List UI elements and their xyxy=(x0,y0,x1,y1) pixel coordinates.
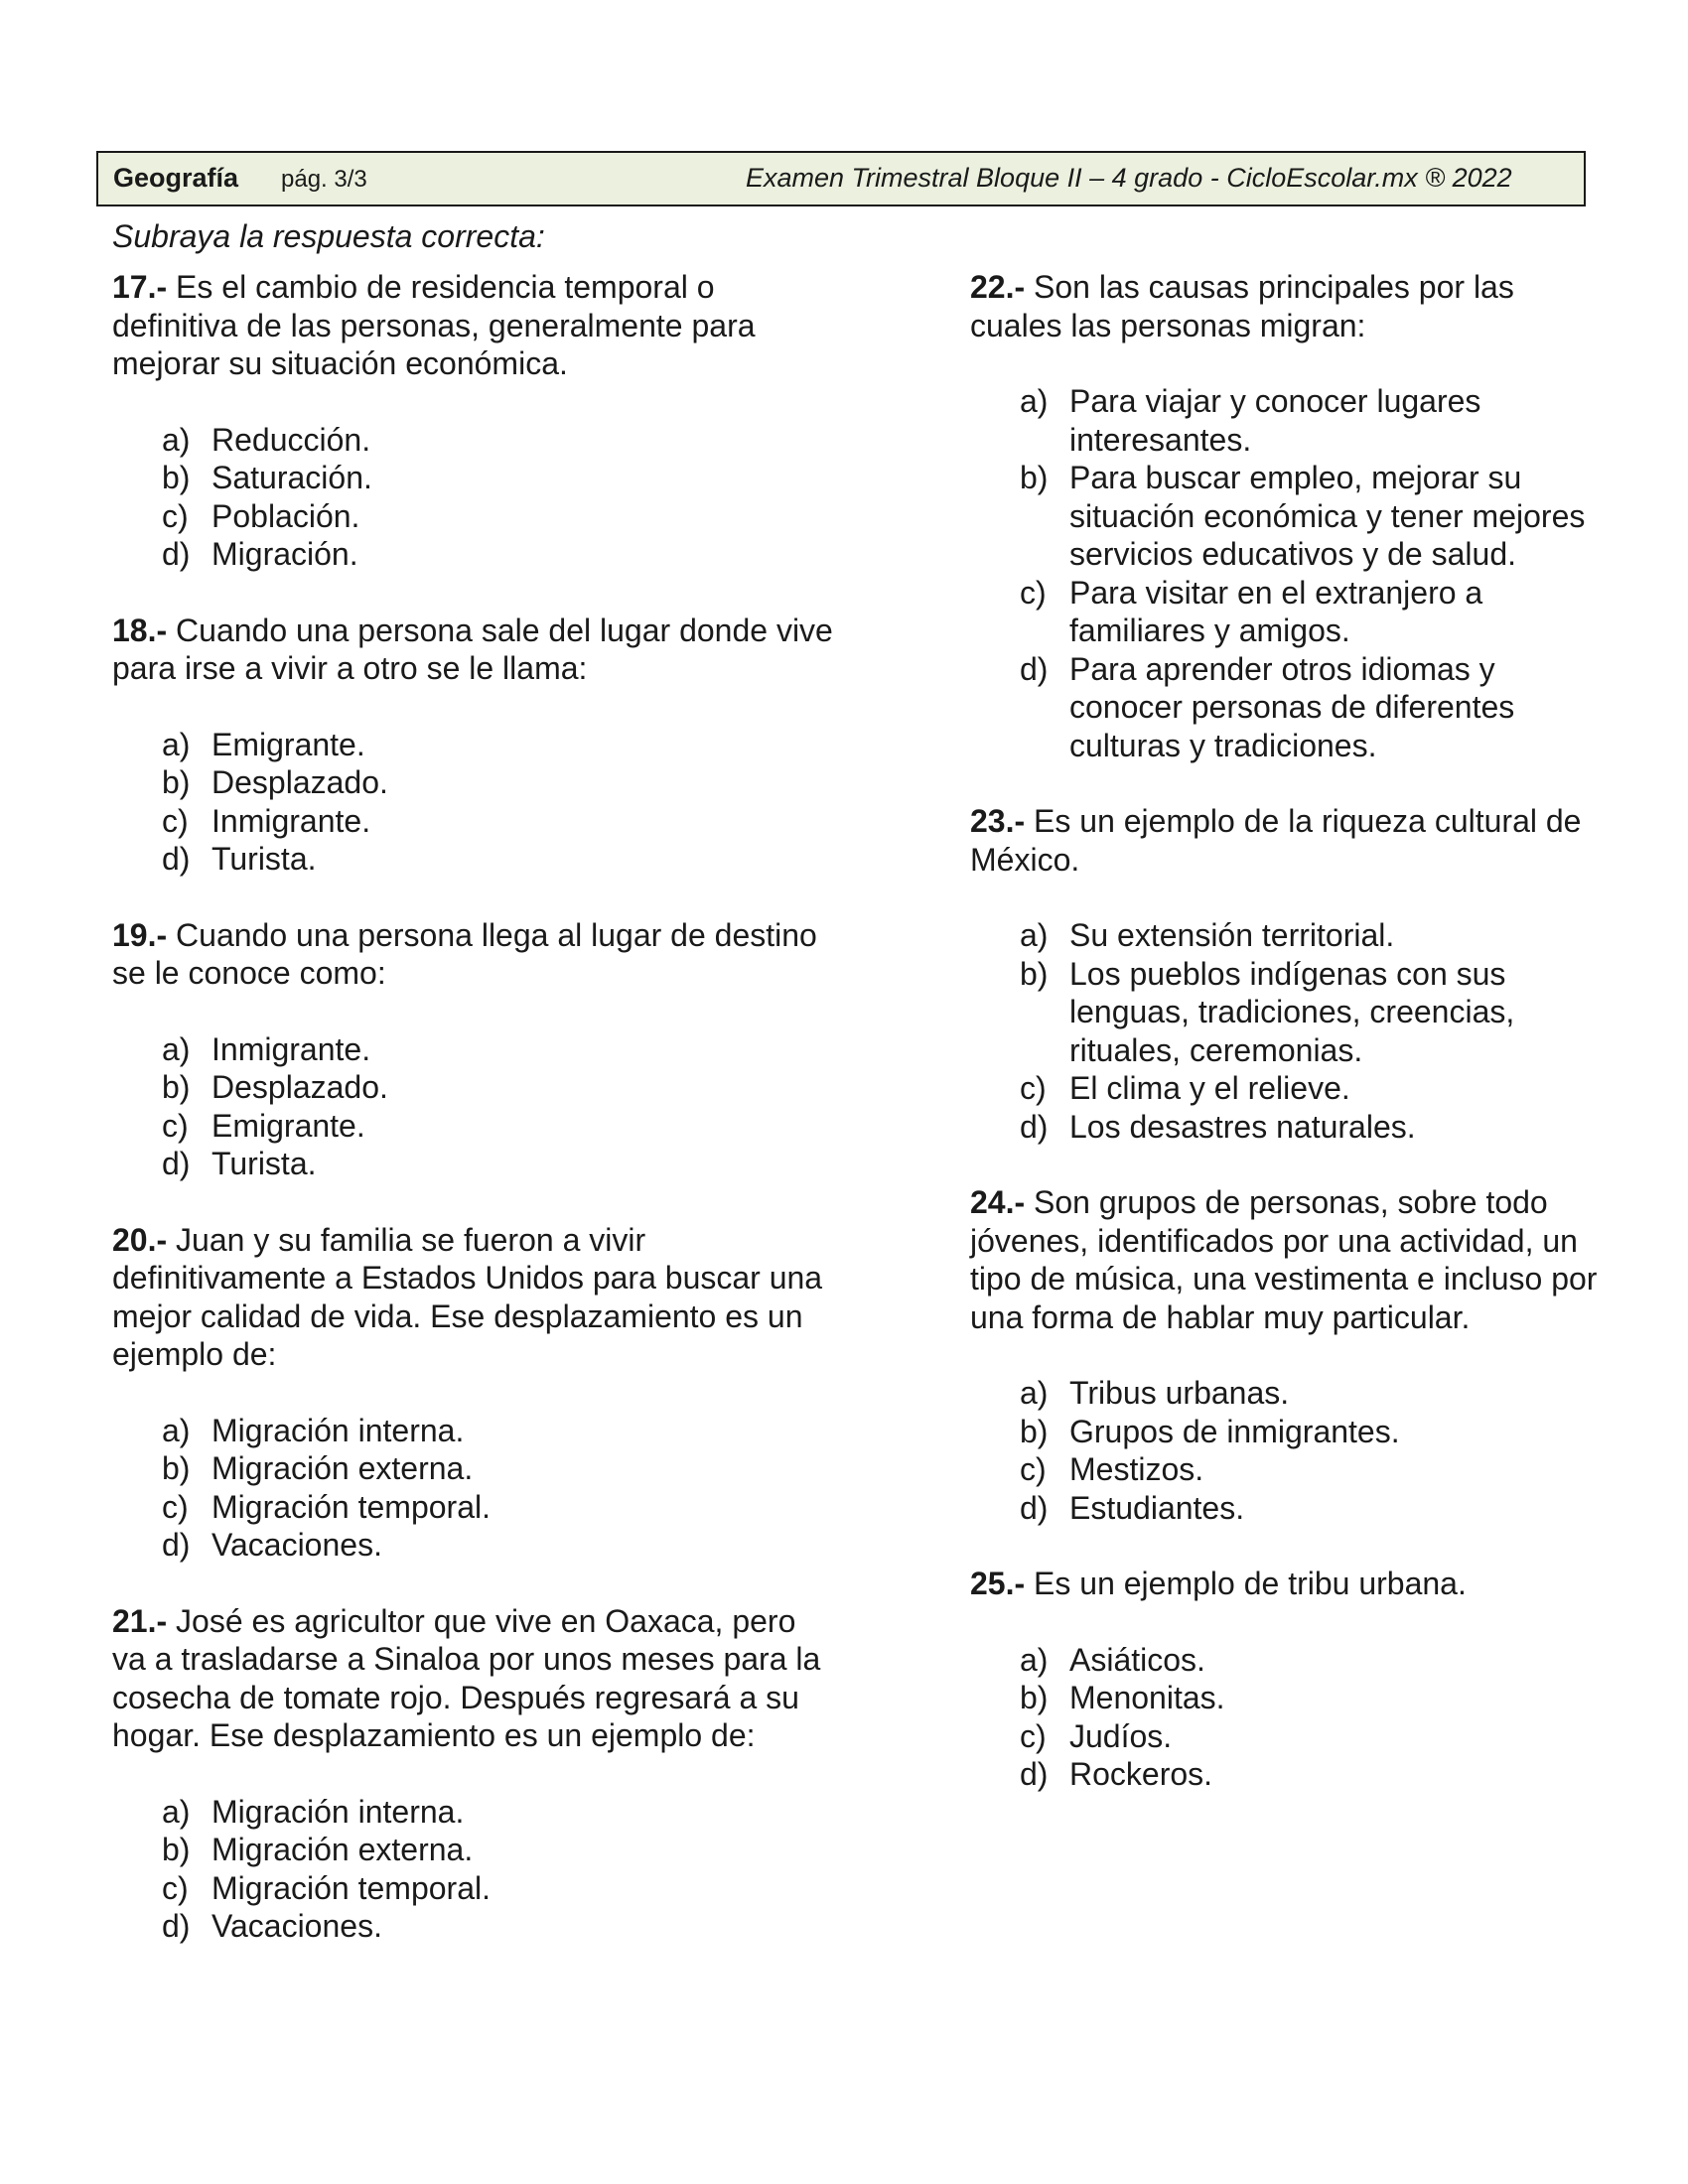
option-d[interactable] xyxy=(112,535,837,574)
exam-header xyxy=(96,151,1586,206)
option-letter: a) xyxy=(162,421,191,458)
question-text: Es el cambio de residencia temporal o definitiva de las personas, generalmente para mejorar su situación económica. xyxy=(112,269,756,381)
option-text: Rockeros. xyxy=(1069,1756,1213,1792)
option-a[interactable] xyxy=(970,1374,1606,1413)
question-text: Son grupos de personas, sobre todo jóvenes, identificados por una actividad, un tipo de música, una vestimenta e incluso por una forma de hablar muy particular. xyxy=(970,1184,1598,1335)
option-d[interactable] xyxy=(970,1755,1606,1794)
option-letter: c) xyxy=(1020,1070,1047,1106)
option-text: Turista. xyxy=(211,841,317,877)
option-text: Grupos de inmigrantes. xyxy=(1069,1413,1400,1449)
option-text: Desplazado. xyxy=(211,764,388,800)
option-text: Migración temporal. xyxy=(211,1869,491,1906)
option-letter: b) xyxy=(1020,955,1049,992)
option-text: Migración externa. xyxy=(211,1832,474,1867)
option-d[interactable] xyxy=(970,650,1606,765)
option-letter: a) xyxy=(1020,383,1049,419)
question-number: 18.- xyxy=(112,612,168,648)
option-d[interactable] xyxy=(112,1907,837,1946)
option-b[interactable] xyxy=(970,459,1606,574)
option-d[interactable] xyxy=(112,1526,837,1565)
option-a[interactable] xyxy=(970,1641,1606,1680)
option-d[interactable] xyxy=(970,1489,1606,1528)
option-d[interactable] xyxy=(112,840,837,879)
option-b[interactable] xyxy=(112,1449,837,1488)
question-text: Es un ejemplo de la riqueza cultural de México. xyxy=(970,803,1582,878)
option-text: Reducción. xyxy=(211,421,371,458)
option-text: Los pueblos indígenas con sus lenguas, tradiciones, creencias, rituales, ceremonias. xyxy=(1069,955,1515,1068)
option-text: Saturación. xyxy=(211,460,372,495)
option-text: Para visitar en el extranjero a familiares y amigos. xyxy=(1069,574,1483,648)
option-letter: c) xyxy=(162,497,189,534)
option-text: Asiáticos. xyxy=(1069,1641,1205,1678)
question-number: 24.- xyxy=(970,1184,1026,1220)
question-prompt xyxy=(112,1221,837,1374)
option-a[interactable] xyxy=(112,1412,837,1450)
option-letter: b) xyxy=(162,1069,191,1105)
right-column xyxy=(970,268,1606,1832)
option-text: Estudiantes. xyxy=(1069,1489,1245,1526)
option-text: Los desastres naturales. xyxy=(1069,1108,1416,1145)
option-d[interactable] xyxy=(112,1145,837,1183)
option-letter: b) xyxy=(1020,460,1049,495)
question-text: Son las causas principales por las cuales las personas migran: xyxy=(970,269,1514,343)
option-letter: a) xyxy=(1020,1641,1049,1678)
option-text: Vacaciones. xyxy=(211,1908,382,1944)
options-list xyxy=(970,1374,1606,1527)
option-letter: d) xyxy=(162,841,191,877)
option-text: Su extensión territorial. xyxy=(1069,917,1395,953)
question-prompt xyxy=(970,1565,1606,1603)
option-c[interactable] xyxy=(970,1450,1606,1489)
option-c[interactable] xyxy=(112,1488,837,1527)
option-c[interactable] xyxy=(970,1069,1606,1108)
option-text: Emigrante. xyxy=(211,1107,365,1144)
option-letter: c) xyxy=(1020,1451,1047,1487)
option-b[interactable] xyxy=(112,763,837,802)
option-c[interactable] xyxy=(970,1717,1606,1756)
option-letter: b) xyxy=(162,1832,191,1867)
option-text: Para aprender otros idiomas y conocer personas de diferentes culturas y tradiciones. xyxy=(1069,650,1515,763)
question-21 xyxy=(112,1602,837,1946)
question-17 xyxy=(112,268,837,574)
question-prompt xyxy=(112,1602,837,1755)
option-b[interactable] xyxy=(112,1831,837,1869)
option-letter: b) xyxy=(162,1450,191,1486)
option-text: Inmigrante. xyxy=(211,1030,371,1067)
option-text: Emigrante. xyxy=(211,726,365,762)
option-text: Tribus urbanas. xyxy=(1069,1375,1290,1411)
question-number: 23.- xyxy=(970,803,1026,839)
question-prompt xyxy=(112,268,837,383)
question-number: 17.- xyxy=(112,269,168,305)
option-text: Para viajar y conocer lugares interesantes. xyxy=(1069,383,1481,458)
option-a[interactable] xyxy=(112,1030,837,1069)
question-text: Es un ejemplo de tribu urbana. xyxy=(1025,1566,1467,1601)
option-text: Desplazado. xyxy=(211,1069,388,1105)
option-a[interactable] xyxy=(970,382,1606,459)
option-letter: a) xyxy=(162,1793,191,1830)
option-letter: d) xyxy=(1020,1756,1049,1792)
option-letter: a) xyxy=(1020,1375,1049,1411)
question-number: 20.- xyxy=(112,1221,168,1258)
option-letter: c) xyxy=(162,802,189,839)
option-letter: d) xyxy=(162,536,191,572)
option-letter: d) xyxy=(1020,650,1049,687)
option-b[interactable] xyxy=(970,955,1606,1070)
option-a[interactable] xyxy=(112,1793,837,1832)
options-list xyxy=(112,1030,837,1183)
option-text: Para buscar empleo, mejorar su situación económica y tener mejores servicios educativos y de salud. xyxy=(1069,460,1586,572)
option-letter: b) xyxy=(1020,1680,1049,1715)
option-letter: c) xyxy=(1020,1717,1047,1754)
question-prompt xyxy=(970,802,1606,879)
option-text: Inmigrante. xyxy=(211,802,371,839)
option-letter: d) xyxy=(1020,1489,1049,1526)
option-a[interactable] xyxy=(970,916,1606,955)
option-letter: b) xyxy=(1020,1413,1049,1449)
question-19 xyxy=(112,916,837,1183)
question-number: 21.- xyxy=(112,1602,168,1639)
left-column xyxy=(112,268,837,1983)
option-c[interactable] xyxy=(112,802,837,841)
question-prompt xyxy=(112,612,837,688)
option-letter: a) xyxy=(162,726,191,762)
option-text: El clima y el relieve. xyxy=(1069,1070,1350,1106)
option-c[interactable] xyxy=(112,1869,837,1908)
question-23 xyxy=(970,802,1606,1146)
options-list xyxy=(112,1412,837,1565)
option-text: Migración. xyxy=(211,536,358,572)
option-letter: c) xyxy=(1020,574,1047,611)
question-20 xyxy=(112,1221,837,1565)
option-letter: d) xyxy=(162,1527,191,1563)
option-letter: a) xyxy=(162,1030,191,1067)
question-text: Cuando una persona llega al lugar de destino se le conoce como: xyxy=(112,916,817,991)
option-b[interactable] xyxy=(970,1413,1606,1451)
option-letter: b) xyxy=(162,764,191,800)
question-number: 22.- xyxy=(970,269,1026,305)
question-prompt xyxy=(970,1183,1606,1336)
option-letter: c) xyxy=(162,1869,189,1906)
option-text: Migración externa. xyxy=(211,1450,474,1486)
question-prompt xyxy=(970,268,1606,344)
options-list xyxy=(970,916,1606,1146)
option-a[interactable] xyxy=(112,421,837,460)
option-letter: a) xyxy=(162,1412,191,1448)
option-b[interactable] xyxy=(112,459,837,497)
option-text: Migración temporal. xyxy=(211,1488,491,1525)
option-text: Vacaciones. xyxy=(211,1527,382,1563)
option-text: Migración interna. xyxy=(211,1793,465,1830)
option-c[interactable] xyxy=(112,1107,837,1146)
option-c[interactable] xyxy=(112,497,837,536)
question-25 xyxy=(970,1565,1606,1794)
options-list xyxy=(970,382,1606,764)
question-text: Cuando una persona sale del lugar donde vive para irse a vivir a otro se le llama: xyxy=(112,612,833,686)
question-prompt xyxy=(112,916,837,993)
option-text: Turista. xyxy=(211,1146,317,1181)
option-text: Judíos. xyxy=(1069,1717,1173,1754)
option-letter: d) xyxy=(162,1146,191,1181)
question-text: Juan y su familia se fueron a vivir definitivamente a Estados Unidos para buscar una mejor calidad de vida. Ese desplazamiento es un ejemplo de: xyxy=(112,1221,823,1372)
option-d[interactable] xyxy=(970,1108,1606,1147)
option-letter: d) xyxy=(162,1908,191,1944)
option-a[interactable] xyxy=(112,726,837,764)
question-text: José es agricultor que vive en Oaxaca, pero va a trasladarse a Sinaloa por unos meses para la cosecha de tomate rojo. Después regresará a su hogar. Ese desplazamiento es un ejemplo de: xyxy=(112,1602,821,1753)
option-text: Mestizos. xyxy=(1069,1451,1204,1487)
option-letter: c) xyxy=(162,1107,189,1144)
page-number: pág. 3/3 xyxy=(281,166,367,193)
options-list xyxy=(112,1793,837,1946)
option-text: Migración interna. xyxy=(211,1412,465,1448)
option-b[interactable] xyxy=(970,1679,1606,1717)
question-24 xyxy=(970,1183,1606,1527)
option-letter: c) xyxy=(162,1488,189,1525)
instruction-text: Subraya la respuesta correcta: xyxy=(112,218,545,254)
question-number: 25.- xyxy=(970,1566,1026,1601)
question-18 xyxy=(112,612,837,879)
option-c[interactable] xyxy=(970,574,1606,650)
option-b[interactable] xyxy=(112,1068,837,1107)
options-list xyxy=(112,421,837,574)
options-list xyxy=(970,1641,1606,1794)
exam-title: Examen Trimestral Bloque II – 4 grado - CicloEscolar.mx ® 2022 xyxy=(746,163,1512,193)
option-letter: d) xyxy=(1020,1108,1049,1145)
question-number: 19.- xyxy=(112,916,168,953)
question-22 xyxy=(970,268,1606,764)
option-letter: b) xyxy=(162,460,191,495)
option-text: Menonitas. xyxy=(1069,1680,1225,1715)
option-letter: a) xyxy=(1020,917,1049,953)
options-list xyxy=(112,726,837,879)
subject-title: Geografía xyxy=(113,163,239,193)
option-text: Población. xyxy=(211,497,360,534)
